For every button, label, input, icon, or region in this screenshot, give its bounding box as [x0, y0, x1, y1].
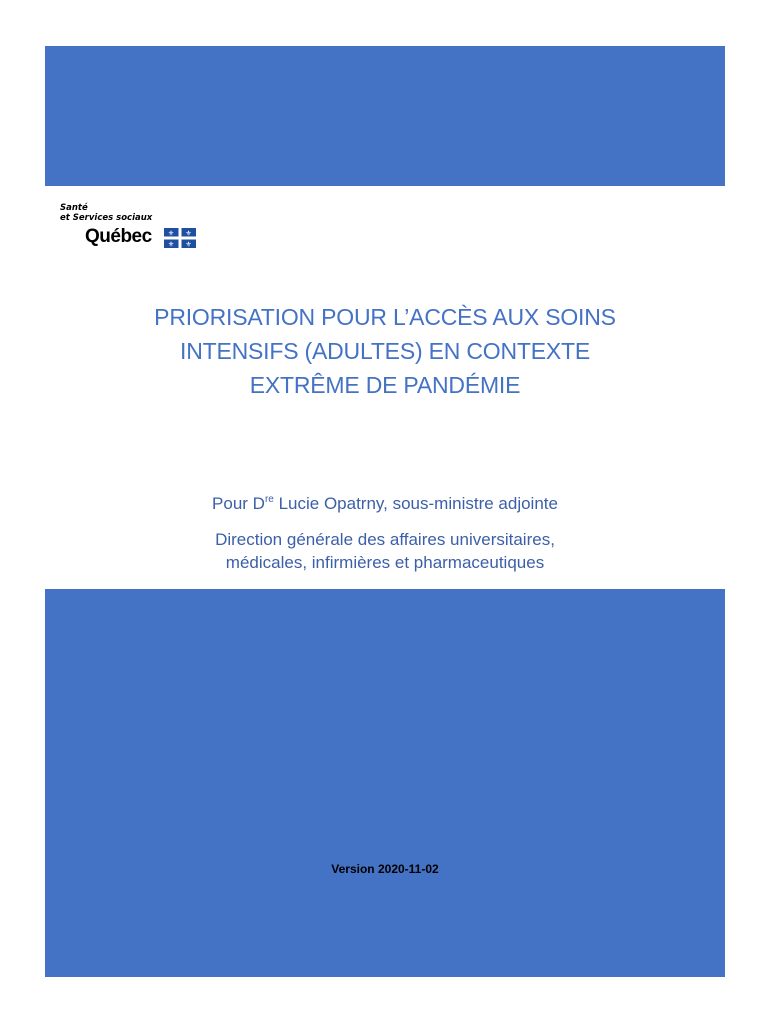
logo-line-sante: Santé	[60, 203, 88, 213]
title-line-1: PRIORISATION POUR L’ACCÈS AUX SOINS	[154, 304, 616, 330]
svg-text:⚜: ⚜	[167, 240, 175, 248]
document-title	[100, 300, 670, 402]
title-line-3: EXTRÊME DE PANDÉMIE	[249, 372, 521, 398]
author-name-role: Lucie Opatrny, sous-ministre adjointe	[273, 494, 558, 513]
quebec-flag-icon	[164, 228, 196, 248]
title-line-2: INTENSIFS (ADULTES) EN CONTEXTE	[180, 338, 590, 364]
top-blue-band	[45, 46, 725, 186]
author-line	[120, 488, 650, 516]
svg-text:⚜: ⚜	[185, 229, 192, 238]
author-superscript: re	[264, 494, 274, 505]
author-prefix: Pour D	[212, 494, 265, 513]
direction-line-2: médicales, infirmières et pharmaceutiques	[225, 553, 545, 572]
logo-wordmark-quebec: Québec	[85, 226, 152, 247]
logo-line-services-sociaux: et Services sociaux	[60, 213, 153, 223]
direction-block	[110, 528, 660, 574]
svg-text:⚜: ⚜	[167, 229, 175, 238]
bottom-blue-band	[45, 589, 725, 977]
version-label: Version 2020-11-02	[331, 862, 439, 876]
sante-services-sociaux-logo	[58, 203, 203, 253]
svg-text:⚜: ⚜	[185, 240, 192, 248]
direction-line-1: Direction générale des affaires universitaires,	[215, 530, 555, 549]
